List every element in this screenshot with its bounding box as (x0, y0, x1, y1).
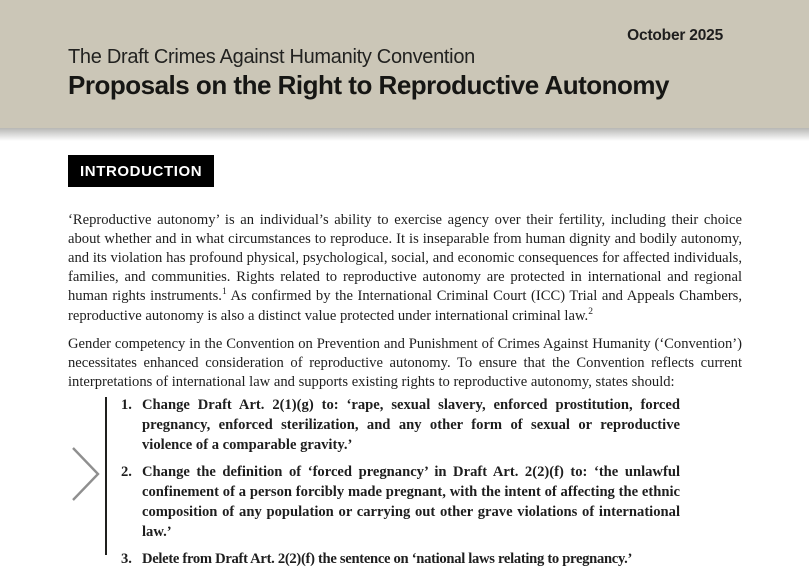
document-supertitle: The Draft Crimes Against Humanity Convention (68, 46, 475, 68)
paragraph-text: As confirmed by the International Criminal Court (ICC) Trial and Appeals Chambers, reproductive autonomy is also a distinct value protected under international criminal law. (68, 288, 743, 324)
footnote-ref-1: 1 (221, 287, 227, 298)
list-item (107, 395, 692, 455)
intro-paragraph-1 (68, 211, 742, 326)
paragraph-text: ‘Reproductive autonomy’ is an individual’s ability to exercise agency over their fertility, including their choice about whether and in what circumstances to reproduce. It is inseparable from human dignity and bodily autonomy, and its violation has profound physical, psychological, social, and economic consequences for affected individuals, families, and communities. Rights related to reproductive autonomy are protected in international and regional human rights instruments. (68, 211, 742, 305)
list-item-text: Change Draft Art. 2(1)(g) to: ‘rape, sexual slavery, enforced prostitution, forced pregnancy, enforced sterilization, and any other form of sexual or reproductive violence of a comparable gravity.’ (142, 397, 680, 453)
list-item (107, 549, 692, 569)
list-item-text: Delete from Draft Art. 2(2)(f) the sentence on ‘national laws relating to pregnancy.’ (142, 551, 633, 567)
chevron-right-icon (71, 445, 101, 503)
list-item-number: 3. (121, 551, 132, 567)
intro-paragraph-2: Gender competency in the Convention on Prevention and Punishment of Crimes Against Humanity (‘Convention’) necessitates enhanced consideration of reproductive autonomy. To ensure that the Convention reflects current interpretations of international law and supports existing rights to reproductive autonomy, states should: (68, 335, 742, 390)
list-item-text: Change the definition of ‘forced pregnancy’ in Draft Art. 2(2)(f) to: ‘the unlawful confinement of a person forcibly made pregnant, with the intent of affecting the ethnic composition of any population or carrying out other grave violations of international law.’ (142, 464, 680, 540)
list-item-number: 1. (121, 397, 132, 413)
masthead-shadow (0, 128, 809, 141)
footnote-ref-2: 2 (588, 306, 593, 317)
introduction-section-label: INTRODUCTION (68, 155, 214, 187)
list-item (107, 462, 692, 542)
page-title: Proposals on the Right to Reproductive Autonomy (68, 70, 669, 100)
recommendations-list (107, 395, 692, 576)
list-item-number: 2. (121, 464, 132, 480)
issue-date: October 2025 (627, 27, 723, 44)
